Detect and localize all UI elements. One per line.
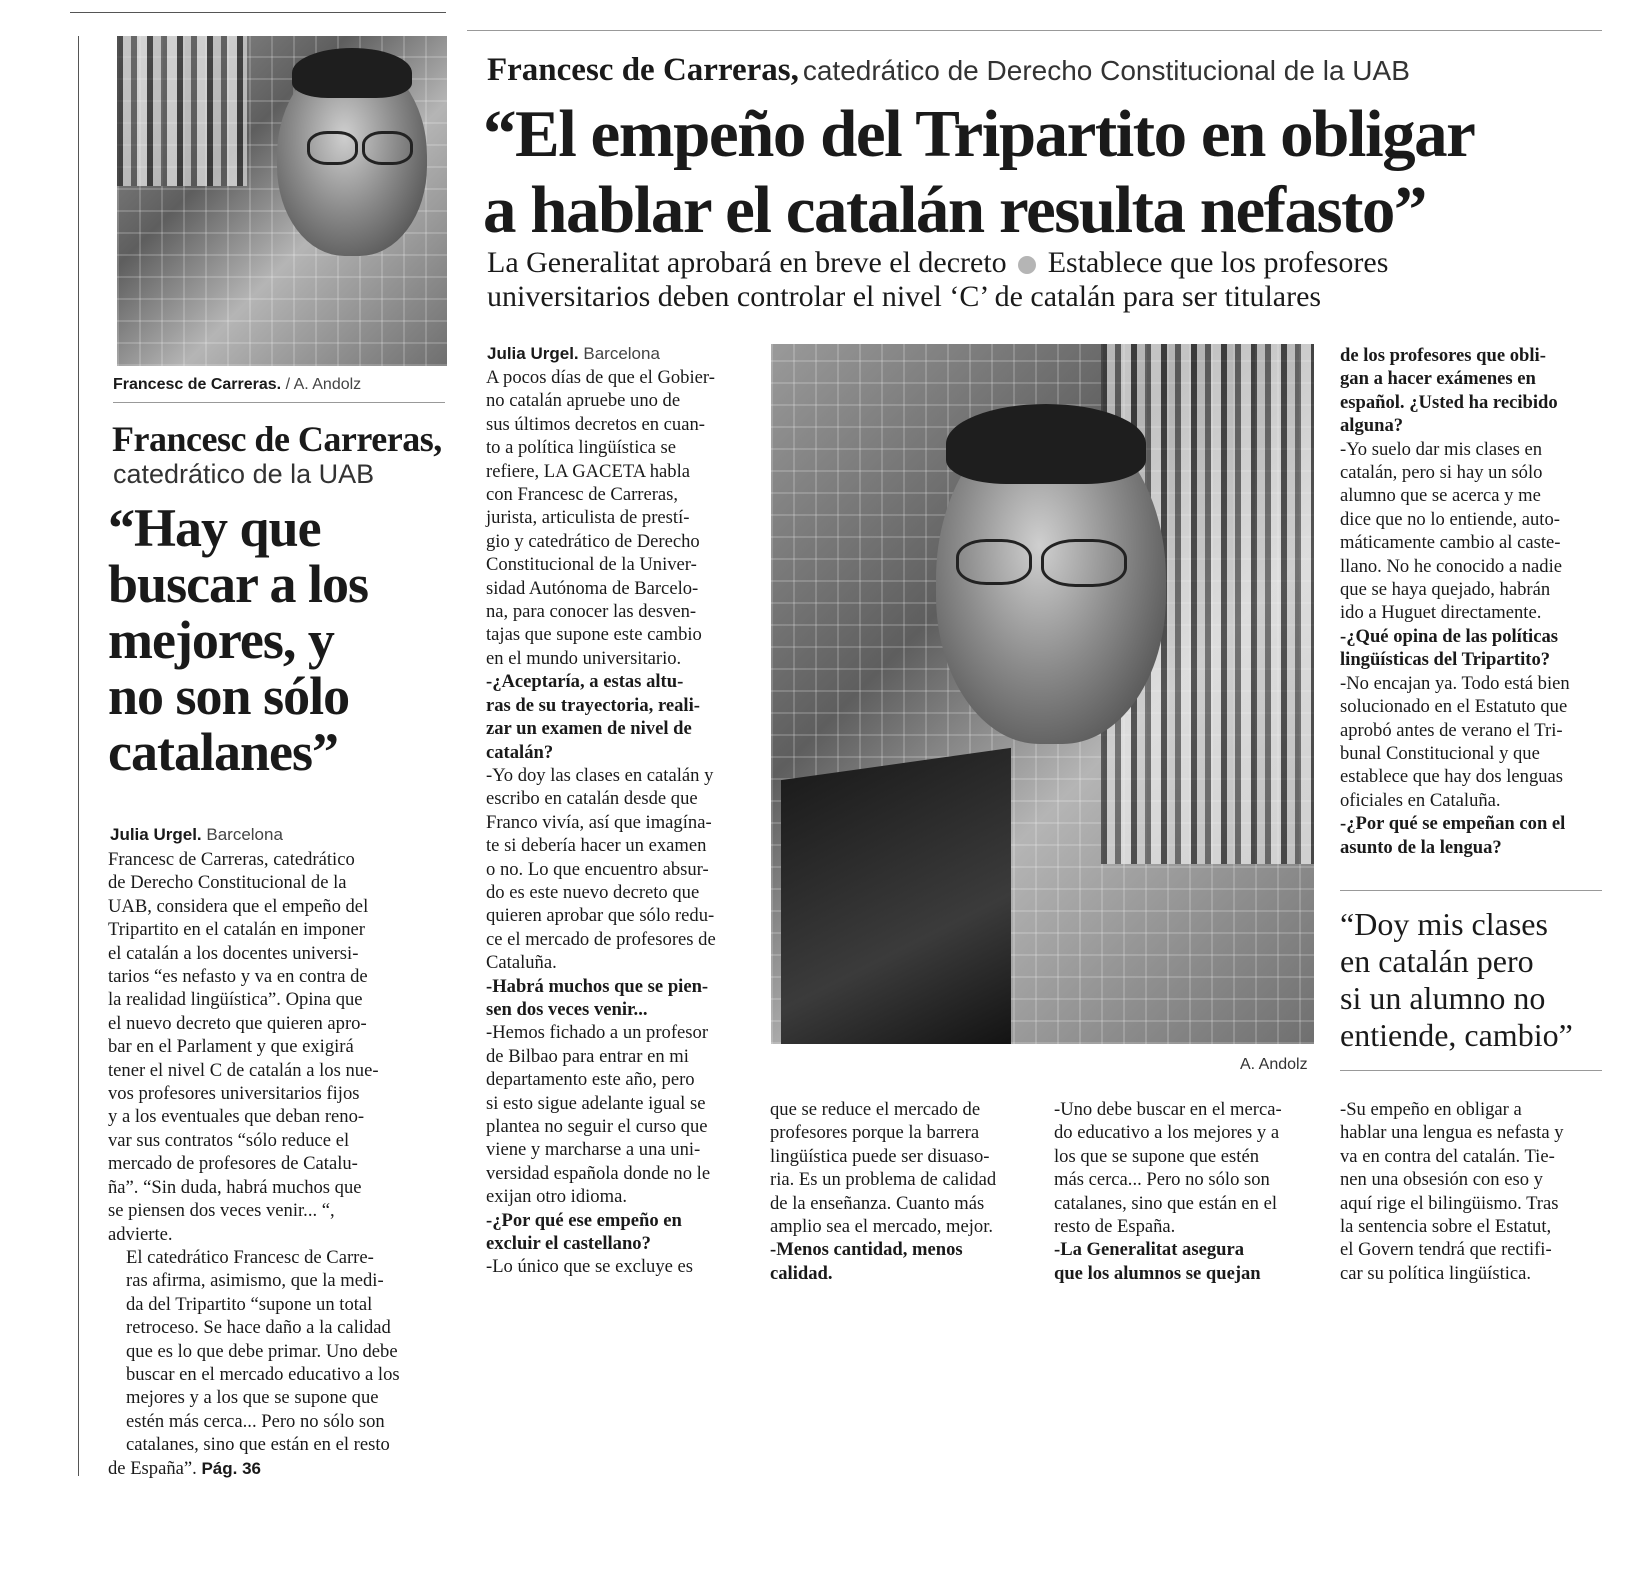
article-line: gio y catedrático de Derecho (486, 530, 700, 552)
article-line: gan a hacer exámenes en (1340, 368, 1536, 390)
sidebar-body-line: se piensen dos veces venir... “, (108, 1200, 335, 1222)
sidebar-body-line: Francesc de Carreras, catedrático (108, 849, 355, 870)
article-line: aquí rige el bilingüismo. Tras (1340, 1192, 1559, 1214)
article-line: catalán, pero si hay un sólo (1340, 462, 1543, 484)
sidebar-body-line: retroceso. Se hace daño a la calidad (126, 1317, 391, 1339)
subhead-line-2: universitarios deben controlar el nivel ‘C’ de catalán para ser titulares (487, 280, 1322, 313)
byline-author: Julia Urgel. (110, 825, 202, 844)
article-column-1 (486, 366, 748, 1279)
sidebar-headline (108, 500, 368, 780)
article-line: de los profesores que obli- (1340, 345, 1546, 366)
article-line: te si debería hacer un examen (486, 835, 707, 857)
article-line: profesores porque la barrera (770, 1122, 980, 1144)
article-line: to a política lingüística se (486, 437, 677, 459)
article-line: -Uno debe buscar en el merca- (1054, 1099, 1282, 1120)
article-line: -La Generalitat asegura (1054, 1239, 1245, 1261)
article-line: hablar una lengua es nefasta y (1340, 1122, 1564, 1144)
article-line: A pocos días de que el Gobier- (486, 367, 715, 388)
sidebar-body-line: El catedrático Francesc de Carre- (126, 1246, 374, 1268)
article-line: lingüística puede ser disuaso- (770, 1145, 990, 1167)
article-column-4-bottom (1340, 1098, 1602, 1285)
article-line: jurista, articulista de prestí- (486, 507, 690, 529)
article-line: -Hemos fichado a un profesor (486, 1022, 709, 1044)
pullquote-line: en catalán pero (1340, 943, 1534, 979)
article-line: asunto de la lengua? (1340, 836, 1502, 858)
article-line: ido a Huguet directamente. (1340, 602, 1542, 624)
article-line: calidad. (770, 1262, 833, 1284)
article-line: el Govern tendrá que rectifi- (1340, 1239, 1552, 1261)
article-column-3 (1054, 1098, 1316, 1285)
article-line: resto de España. (1054, 1216, 1176, 1238)
article-line: más cerca... Pero no sólo son (1054, 1169, 1270, 1191)
sidebar-body-last: de España”. (108, 1457, 197, 1479)
sidebar-photo-caption (113, 376, 361, 394)
pullquote (1340, 906, 1573, 1054)
top-rule-main (467, 30, 1602, 31)
article-column-2 (770, 1098, 1032, 1285)
sidebar-caption-rule (113, 402, 445, 403)
article-line: quieren aprobar que sólo redu- (486, 905, 715, 927)
sidebar-body-line: estén más cerca... Pero no sólo son (126, 1410, 385, 1432)
main-headline (483, 96, 1474, 248)
sidebar-body-line: Tripartito en el catalán en imponer (108, 919, 365, 941)
article-line: -Yo doy las clases en catalán y (486, 764, 714, 786)
sidebar-body-line: UAB, considera que el empeño del (108, 895, 369, 917)
bullet-icon (1018, 256, 1036, 274)
article-line: dice que no lo entiende, auto- (1340, 508, 1560, 530)
sidebar-body-line: tener el nivel C de catalán a los nue- (108, 1059, 379, 1081)
article-line: do educativo a los mejores y a (1054, 1122, 1280, 1144)
sidebar-headline-line: mejores, y (108, 610, 334, 670)
article-line: que los alumnos se quejan (1054, 1262, 1261, 1284)
main-headline-line: “El empeño del Tripartito en obligar (483, 97, 1475, 171)
article-line: do es este nuevo decreto que (486, 881, 700, 903)
article-line: -Su empeño en obligar a (1340, 1099, 1522, 1120)
article-line: bunal Constitucional y que (1340, 742, 1540, 764)
main-kicker (487, 52, 1410, 89)
sidebar-body-line: advierte. (108, 1223, 173, 1245)
article-line: Franco vivía, así que imagína- (486, 811, 712, 833)
article-line: na, para conocer las desven- (486, 601, 697, 623)
main-headline-line: a hablar el catalán resulta nefasto” (483, 173, 1426, 247)
article-line: zar un examen de nivel de (486, 718, 692, 740)
sidebar-body-line: el catalán a los docentes universi- (108, 942, 359, 964)
article-line: va en contra del catalán. Tie- (1340, 1145, 1555, 1167)
sidebar-body-line: la realidad lingüística”. Opina que (108, 989, 363, 1011)
article-line: establece que hay dos lenguas (1340, 766, 1564, 788)
article-line: nen una obsesión con eso y (1340, 1169, 1543, 1191)
main-kicker-role: catedrático de Derecho Constitucional de la UAB (802, 55, 1410, 86)
sidebar-body-line: vos profesores universitarios fijos (108, 1083, 360, 1105)
article-column-4-top (1340, 344, 1602, 859)
article-line: ria. Es un problema de calidad (770, 1169, 997, 1191)
article-line: la sentencia sobre el Estatut, (1340, 1216, 1552, 1238)
article-line: si esto sigue adelante igual se (486, 1092, 706, 1114)
article-line: no catalán apruebe uno de (486, 390, 681, 412)
article-line: -Menos cantidad, menos (770, 1239, 963, 1261)
sidebar-vertical-rule (78, 36, 79, 1476)
sidebar-body-line: ña”. “Sin duda, habrá muchos que (108, 1176, 362, 1198)
sidebar-kicker-name: Francesc de Carreras, (112, 419, 442, 459)
byline-place: Barcelona (206, 825, 283, 844)
sidebar-byline (110, 825, 283, 845)
article-line: versidad española donde no le (486, 1162, 711, 1184)
article-line: ras de su trayectoria, reali- (486, 694, 700, 716)
sidebar-headline-line: no son sólo (108, 666, 350, 726)
article-line: -¿Qué opina de las políticas (1340, 625, 1558, 647)
sidebar-body-line: bar en el Parlament y que exigirá (108, 1036, 354, 1058)
sidebar-body-line: buscar en el mercado educativo a los (126, 1363, 400, 1385)
subhead-part-b: Establece que los profesores (1047, 246, 1389, 279)
article-line: excluir el castellano? (486, 1233, 651, 1255)
article-line: Cataluña. (486, 952, 557, 974)
article-line: Constitucional de la Univer- (486, 554, 697, 576)
article-line: alumno que se acerca y me (1340, 485, 1541, 507)
main-byline-author: Julia Urgel. (487, 344, 579, 363)
main-subhead (487, 246, 1388, 314)
sidebar-body-line: tarios “es nefasto y va en contra de (108, 966, 368, 988)
article-line: ce el mercado de profesores de (486, 928, 716, 950)
article-line: o no. Lo que encuentro absur- (486, 858, 709, 880)
caption-name: Francesc de Carreras. (113, 376, 282, 393)
sidebar-kicker-role: catedrático de la UAB (113, 459, 375, 489)
article-line: de Bilbao para entrar en mi (486, 1045, 689, 1067)
article-line: amplio sea el mercado, mejor. (770, 1216, 994, 1238)
main-photo-credit: A. Andolz (1240, 1056, 1308, 1073)
article-line: departamento este año, pero (486, 1069, 695, 1091)
article-line: exijan otro idioma. (486, 1186, 627, 1208)
sidebar-body-line: ras afirma, asimismo, que la medi- (126, 1270, 384, 1292)
article-line: alguna? (1340, 415, 1404, 437)
sidebar-body-line: y a los eventuales que deban reno- (108, 1106, 365, 1128)
article-line: plantea no seguir el curso que (486, 1116, 708, 1137)
caption-credit: / A. Andolz (285, 376, 362, 393)
article-line: aprobó antes de verano el Tri- (1340, 719, 1563, 741)
article-line: sen dos veces venir... (486, 998, 648, 1020)
sidebar-headline-line: “Hay que (108, 498, 321, 558)
article-line: que se reduce el mercado de (770, 1099, 981, 1120)
sidebar-body-line: que es lo que debe primar. Uno debe (126, 1340, 398, 1362)
main-byline (487, 344, 660, 364)
article-line: oficiales en Cataluña. (1340, 789, 1501, 811)
article-line: tajas que supone este cambio (486, 624, 702, 646)
article-line: de la enseñanza. Cuanto más (770, 1192, 985, 1214)
article-line: -Lo único que se excluye es (486, 1256, 694, 1278)
pullquote-top-rule (1340, 890, 1602, 891)
top-rule-left (70, 12, 446, 13)
article-line: -No encajan ya. Todo está bien (1340, 672, 1570, 694)
article-line: español. ¿Usted ha recibido (1340, 391, 1558, 413)
sidebar-body-line: da del Tripartito “supone un total (126, 1293, 373, 1315)
article-line: -¿Aceptaría, a estas altu- (486, 671, 684, 693)
article-line: -Habrá muchos que se pien- (486, 975, 709, 997)
article-line: en el mundo universitario. (486, 647, 682, 669)
subhead-part-a: La Generalitat aprobará en breve el decreto (487, 246, 1007, 279)
article-line: sidad Autónoma de Barcelo- (486, 577, 699, 599)
sidebar-body-line: de Derecho Constitucional de la (108, 872, 347, 894)
pullquote-line: entiende, cambio” (1340, 1017, 1573, 1053)
article-line: -¿Por qué se empeñan con el (1340, 813, 1566, 835)
sidebar-body (108, 848, 444, 1480)
page-reference[interactable]: Pág. 36 (201, 1458, 261, 1478)
main-interview-photo (771, 344, 1314, 1044)
article-line: escribo en catalán desde que (486, 788, 698, 810)
article-line: -¿Por qué ese empeño en (486, 1209, 682, 1231)
article-line: llano. No he conocido a nadie (1340, 555, 1563, 577)
sidebar-body-line: var sus contratos “sólo reduce el (108, 1129, 350, 1151)
sidebar-headline-line: catalanes” (108, 722, 338, 782)
article-line: lingüísticas del Tripartito? (1340, 649, 1551, 671)
main-byline-place: Barcelona (583, 344, 660, 363)
article-line: que se haya quejado, habrán (1340, 579, 1551, 601)
article-line: refiere, LA GACETA habla (486, 460, 691, 482)
main-kicker-name: Francesc de Carreras, (487, 52, 799, 88)
pullquote-line: si un alumno no (1340, 980, 1546, 1016)
pullquote-bottom-rule (1340, 1070, 1602, 1071)
sidebar-body-line: catalanes, sino que están en el resto (126, 1434, 390, 1456)
article-line: solucionado en el Estatuto que (1340, 696, 1568, 718)
article-line: sus últimos decretos en cuan- (486, 413, 705, 435)
article-line: catalán? (486, 741, 554, 763)
article-line: con Francesc de Carreras, (486, 484, 679, 506)
sidebar-headline-line: buscar a los (108, 554, 369, 614)
article-line: -Yo suelo dar mis clases en (1340, 438, 1543, 460)
sidebar-portrait-photo (117, 36, 447, 366)
article-line: catalanes, sino que están en el (1054, 1192, 1278, 1214)
article-line: máticamente cambio al caste- (1340, 532, 1561, 554)
sidebar-body-line: mejores y a los que se supone que (126, 1387, 379, 1409)
pullquote-line: “Doy mis clases (1340, 906, 1548, 942)
article-line: los que se supone que estén (1054, 1145, 1260, 1167)
article-line: car su política lingüística. (1340, 1262, 1532, 1284)
sidebar-body-line: mercado de profesores de Catalu- (108, 1153, 358, 1175)
article-line: viene y marcharse a una uni- (486, 1139, 701, 1161)
sidebar-body-line: el nuevo decreto que quieren apro- (108, 1012, 367, 1034)
